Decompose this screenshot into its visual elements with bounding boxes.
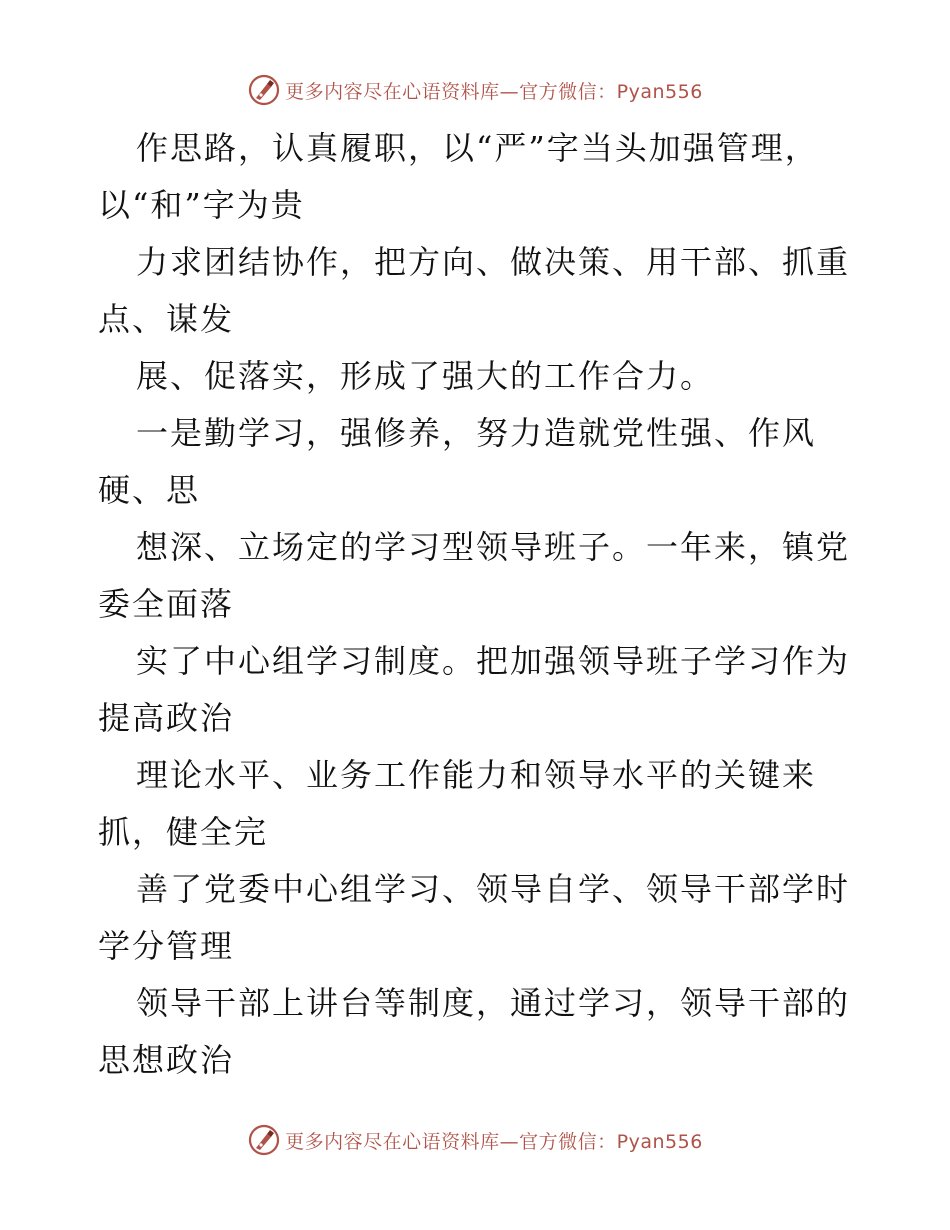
paragraph: 实了中心组学习制度。把加强领导班子学习作为提高政治 xyxy=(98,642,851,737)
paragraph: 作思路，认真履职，以“严”字当头加强管理，以“和”字为贵 xyxy=(98,129,819,224)
paragraph: 力求团结协作，把方向、做决策、用干部、抓重点、谋发 xyxy=(98,243,851,338)
paragraph: 想深、立场定的学习型领导班子。一年来，镇党委全面落 xyxy=(98,528,851,623)
paragraph: 一是勤学习，强修养，努力造就党性强、作风硬、思 xyxy=(98,414,817,509)
footer-banner xyxy=(0,1120,950,1160)
header-banner-text: 更多内容尽在心语资料库—官方微信：Pyan556 xyxy=(285,80,703,103)
pen-nib-logo-icon xyxy=(247,73,281,107)
paragraph: 领导干部上讲台等制度，通过学习，领导干部的思想政治 xyxy=(98,984,851,1079)
pen-nib-logo-icon xyxy=(247,1123,281,1157)
footer-banner-text: 更多内容尽在心语资料库—官方微信：Pyan556 xyxy=(285,1130,703,1153)
paragraph: 善了党委中心组学习、领导自学、领导干部学时学分管理 xyxy=(98,870,851,965)
document-body xyxy=(98,120,858,1089)
paragraph: 展、促落实，形成了强大的工作合力。 xyxy=(136,357,715,395)
header-banner xyxy=(0,70,950,110)
paragraph: 理论水平、业务工作能力和领导水平的关键来抓，健全完 xyxy=(98,756,817,851)
